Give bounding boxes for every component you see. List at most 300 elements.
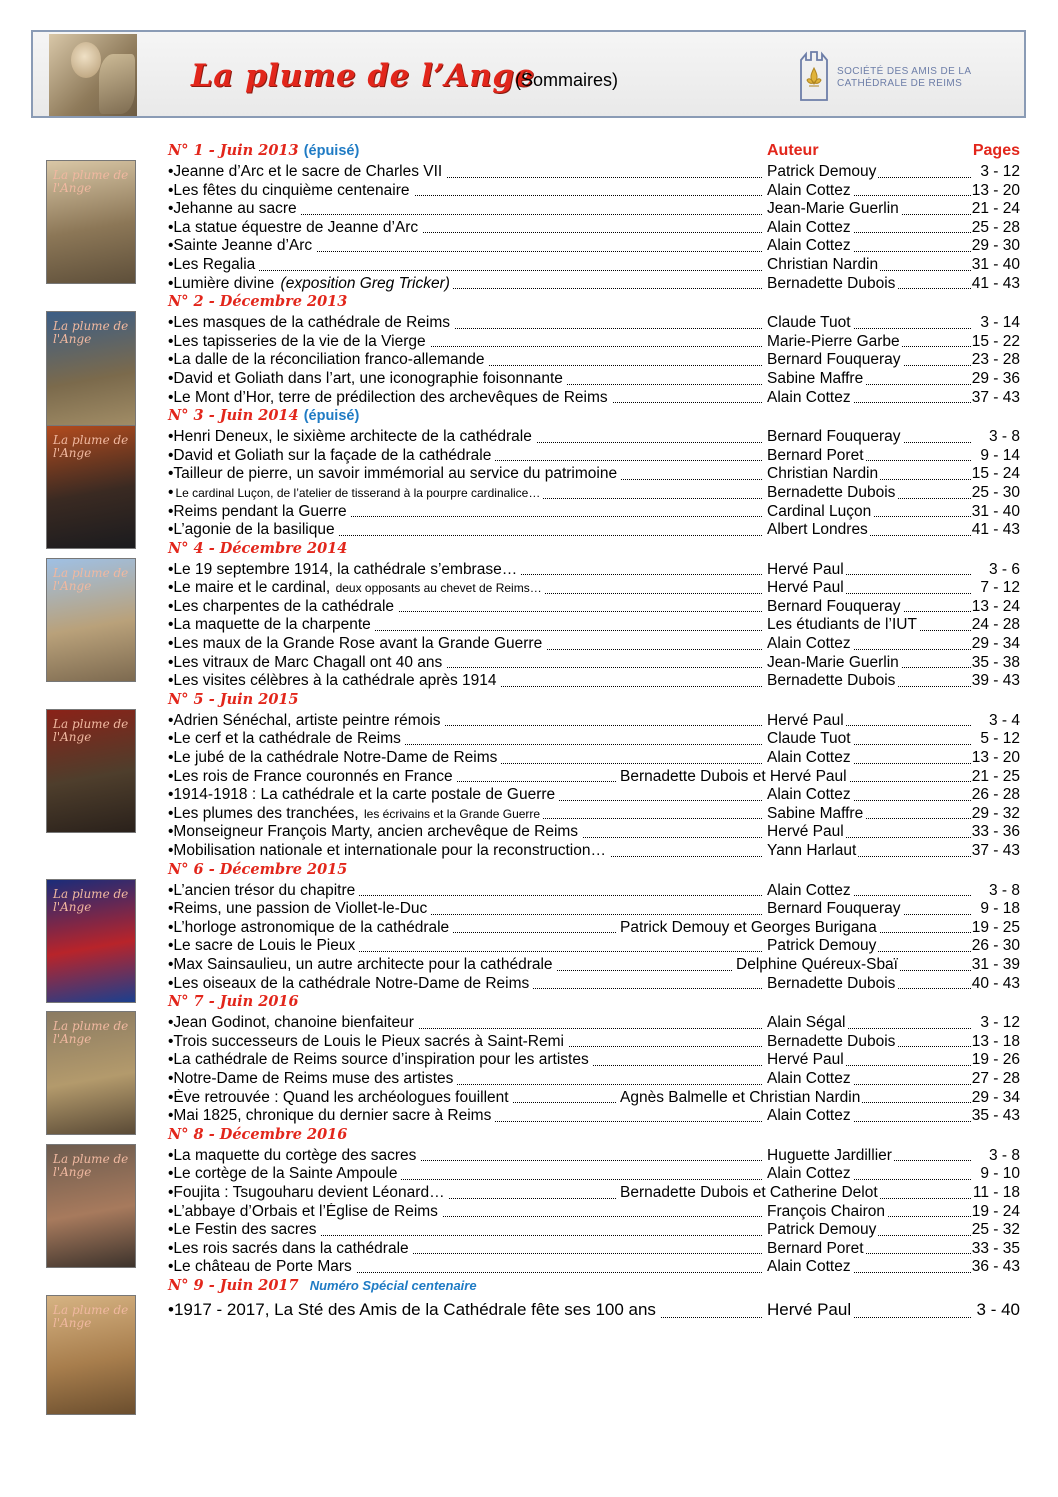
article-row	[168, 1014, 1020, 1033]
article-pages: 9 - 18	[980, 900, 1020, 918]
article-author-cell	[767, 484, 971, 503]
article-author-cell	[767, 1051, 971, 1070]
article-author-cell	[767, 975, 971, 994]
article-row	[168, 447, 1020, 466]
article-author: Bernard Fouqueray	[767, 597, 901, 615]
article-title-cell	[168, 389, 762, 408]
issue-header	[168, 540, 1020, 561]
article-pages: 15 - 22	[971, 332, 1020, 350]
article-author-cell	[767, 900, 971, 919]
article-pages: 25 - 30	[971, 483, 1020, 501]
article-pages: 40 - 43	[971, 974, 1020, 992]
article-author: Patrick Demouy et Georges Burigana	[620, 918, 877, 936]
article-author: Hervé Paul	[767, 711, 844, 729]
article-author-cell	[767, 749, 971, 768]
article-author-cell	[620, 919, 971, 938]
article-pages: 5 - 12	[980, 730, 1020, 748]
article-author-cell	[767, 182, 971, 201]
article-pages: 26 - 28	[971, 786, 1020, 804]
issue-title	[168, 993, 1020, 1010]
article-author-cell	[767, 823, 971, 842]
article-author-cell	[767, 200, 971, 219]
article-author-cell	[767, 333, 971, 352]
society-logo	[797, 46, 997, 108]
article-pages: 19 - 24	[971, 1202, 1020, 1220]
article-pages: 29 - 36	[971, 369, 1020, 387]
article-title-cell	[168, 1033, 762, 1052]
issue-title	[168, 540, 1020, 557]
article-author: Alain Cottez	[767, 1069, 851, 1087]
issue-header	[168, 861, 1020, 882]
article-author-cell	[767, 428, 971, 447]
article-author: Les étudiants de l’IUT	[767, 616, 917, 634]
article-title-cell	[168, 616, 762, 635]
article-row	[168, 370, 1020, 389]
article-author-cell	[620, 1184, 971, 1203]
issue-section	[168, 407, 1020, 540]
article-title: •Le cortège de la Sainte Ampoule	[168, 1165, 398, 1183]
article-author: Patrick Demouy	[767, 937, 877, 955]
article-row	[168, 465, 1020, 484]
article-row	[168, 786, 1020, 805]
article-pages: 23 - 28	[971, 351, 1020, 369]
article-row	[168, 1107, 1020, 1126]
article-author-cell	[767, 163, 971, 182]
article-pages: 39 - 43	[971, 672, 1020, 690]
article-title-cell	[168, 842, 762, 861]
issue-header	[168, 407, 1020, 428]
issue-section	[168, 691, 1020, 861]
article-author: Alain Cottez	[767, 1258, 851, 1276]
page-header	[31, 30, 1026, 118]
article-author: Alain Cottez	[767, 786, 851, 804]
article-row	[168, 275, 1020, 294]
article-author-cell	[620, 768, 971, 787]
article-title-cell	[168, 333, 762, 352]
article-pages: 7 - 12	[980, 579, 1020, 597]
article-row	[168, 256, 1020, 275]
article-author-cell	[767, 654, 971, 673]
issue-section	[168, 1126, 1020, 1277]
article-title: •Jehanne au sacre	[168, 200, 297, 218]
article-author: Hervé Paul	[767, 823, 844, 841]
article-title-cell	[168, 1147, 762, 1166]
article-title: •La statue équestre de Jeanne d’Arc	[168, 218, 419, 236]
article-author: Patrick Demouy	[767, 1221, 877, 1239]
column-header-author: Auteur	[767, 142, 819, 159]
article-pages: 13 - 20	[971, 749, 1020, 767]
article-title-cell	[168, 749, 762, 768]
article-title-cell	[168, 182, 762, 201]
article-row	[168, 1203, 1020, 1222]
article-author: Bernard Poret	[767, 446, 864, 464]
article-title-cell	[168, 428, 762, 447]
article-pages: 19 - 26	[971, 1051, 1020, 1069]
article-author-cell	[767, 672, 971, 691]
article-row	[168, 1298, 1020, 1322]
article-author: Bernard Fouqueray	[767, 428, 901, 446]
article-author: François Chairon	[767, 1202, 886, 1220]
article-pages: 31 - 40	[971, 255, 1020, 273]
article-pages: 13 - 24	[971, 597, 1020, 615]
article-author: Alain Cottez	[767, 1165, 851, 1183]
article-pages: 31 - 39	[971, 955, 1020, 973]
issue-cover-image	[46, 311, 136, 435]
article-pages: 37 - 43	[971, 842, 1020, 859]
article-author: Christian Nardin	[767, 255, 879, 273]
article-author: Patrick Demouy	[767, 163, 877, 180]
article-author-cell	[767, 635, 971, 654]
article-title: •La maquette du cortège des sacres	[168, 1146, 417, 1164]
article-title-cell	[168, 275, 762, 294]
article-author-cell	[767, 730, 971, 749]
article-row	[168, 1089, 1020, 1108]
article-row	[168, 1033, 1020, 1052]
article-title: •Henri Deneux, le sixième architecte de la cathédrale	[168, 428, 532, 446]
article-author: Hervé Paul	[767, 560, 844, 578]
article-pages: 29 - 30	[971, 237, 1020, 255]
article-pages: 21 - 24	[971, 200, 1020, 218]
article-author: Yann Harlaut	[767, 842, 857, 859]
article-title: •	[168, 483, 174, 501]
article-title-cell	[168, 1070, 762, 1089]
issue-cover-image	[46, 425, 136, 549]
article-author-cell	[767, 237, 971, 256]
article-row	[168, 654, 1020, 673]
article-title-cell	[168, 919, 616, 938]
cathedral-fleur-de-lis-icon	[797, 50, 831, 102]
article-row	[168, 503, 1020, 522]
article-title: •Les vitraux de Marc Chagall ont 40 ans	[168, 653, 443, 671]
article-author-cell	[767, 579, 971, 598]
article-title: •Reims pendant la Guerre	[168, 502, 347, 520]
article-row	[168, 333, 1020, 352]
article-title-cell	[168, 900, 762, 919]
article-title: •Mobilisation nationale et internationale pour la reconstruction…	[168, 842, 606, 859]
article-title-cell	[168, 484, 762, 503]
article-title: •La dalle de la réconciliation franco-allemande	[168, 351, 485, 369]
article-author: Bernadette Dubois	[767, 974, 896, 992]
article-pages: 3 - 12	[980, 1014, 1020, 1032]
issue-header	[168, 1277, 1020, 1298]
article-author: Hervé Paul	[767, 1051, 844, 1069]
article-title: •Max Sainsaulieu, un autre architecte pour la cathédrale	[168, 955, 553, 973]
article-title: •Le château de Porte Mars	[168, 1258, 352, 1276]
article-author: Alain Cottez	[767, 218, 851, 236]
article-row	[168, 237, 1020, 256]
article-author-cell	[767, 712, 971, 731]
article-author-cell	[767, 1240, 971, 1259]
article-title: •Le sacre de Louis le Pieux	[168, 937, 356, 955]
article-pages: 31 - 40	[971, 502, 1020, 520]
article-row	[168, 428, 1020, 447]
article-title: •L’ancien trésor du chapitre	[168, 881, 356, 899]
article-title-cell	[168, 975, 762, 994]
article-title-cell	[168, 1107, 762, 1126]
article-row	[168, 1240, 1020, 1259]
article-author: Alain Cottez	[767, 749, 851, 767]
article-title: •Monseigneur François Marty, ancien archevêque de Reims	[168, 823, 579, 841]
cover-title: La plume de l'Ange	[53, 716, 129, 744]
article-author: Bernard Poret	[767, 1239, 864, 1257]
article-author: Claude Tuot	[767, 314, 851, 332]
cover-title: La plume de l'Ange	[53, 433, 129, 461]
issue-cover-image	[46, 1295, 136, 1415]
article-author: Alain Ségal	[767, 1014, 846, 1032]
article-pages: 9 - 14	[980, 446, 1020, 464]
issue-note: Numéro Spécial centenaire	[309, 1277, 477, 1293]
article-title: •Le cerf et la cathédrale de Reims	[168, 730, 401, 748]
article-pages: 11 - 18	[972, 1183, 1020, 1201]
angel-statue-image	[49, 34, 137, 116]
article-row	[168, 200, 1020, 219]
column-header-pages: Pages	[972, 142, 1020, 159]
article-pages: 3 - 12	[980, 163, 1020, 180]
article-title-cell	[168, 672, 762, 691]
article-row	[168, 314, 1020, 333]
issue-number: N° 1 - Juin 2013	[168, 142, 299, 159]
article-author-cell	[767, 616, 971, 635]
cover-title: La plume de l'Ange	[53, 168, 129, 195]
article-author: Bernard Fouqueray	[767, 900, 901, 918]
article-title: •Les rois sacrés dans la cathédrale	[168, 1239, 409, 1257]
article-title: •Les oiseaux de la cathédrale Notre-Dame de Reims	[168, 974, 530, 992]
issue-title	[168, 1126, 1020, 1143]
issue-number: N° 3 - Juin 2014	[168, 407, 299, 425]
article-title-cell	[168, 823, 762, 842]
article-pages: 37 - 43	[971, 388, 1020, 406]
article-title-small: les écrivains et la Grande Guerre	[360, 806, 541, 821]
article-row	[168, 842, 1020, 861]
article-row	[168, 823, 1020, 842]
article-pages: 19 - 25	[971, 918, 1020, 936]
issue-cover-image	[46, 558, 136, 682]
article-row	[168, 219, 1020, 238]
article-author: Claude Tuot	[767, 730, 851, 748]
article-title-cell	[168, 521, 762, 540]
article-author-cell	[767, 598, 971, 617]
article-row	[168, 1258, 1020, 1277]
article-row	[168, 484, 1020, 503]
article-row	[168, 1184, 1020, 1203]
article-title-cell	[168, 237, 762, 256]
issue-number: N° 8 - Décembre 2016	[168, 1125, 348, 1143]
article-pages: 3 - 8	[988, 881, 1020, 899]
article-title-cell	[168, 1089, 616, 1108]
article-title: •Les charpentes de la cathédrale	[168, 597, 395, 615]
article-row	[168, 900, 1020, 919]
article-author: Delphine Quéreux-Sbaï	[736, 955, 898, 973]
article-pages: 3 - 8	[988, 1146, 1020, 1164]
issue-number: N° 4 - Décembre 2014	[168, 539, 348, 557]
article-pages: 29 - 32	[971, 804, 1020, 822]
article-title: •David et Goliath dans l’art, une iconographie foisonnante	[168, 369, 563, 387]
article-row	[168, 616, 1020, 635]
article-title: •La cathédrale de Reims source d’inspiration pour les artistes	[168, 1051, 589, 1069]
article-row	[168, 768, 1020, 787]
article-title-cell	[168, 956, 732, 975]
issue-title	[168, 861, 1020, 878]
article-title-small: deux opposants au chevet de Reims…	[332, 581, 542, 596]
article-row	[168, 351, 1020, 370]
page-title: La plume de l’Ange	[191, 58, 535, 94]
article-row	[168, 561, 1020, 580]
article-row	[168, 598, 1020, 617]
article-author-cell	[767, 503, 971, 522]
article-row	[168, 937, 1020, 956]
article-pages: 13 - 20	[971, 181, 1020, 199]
article-title-cell	[168, 370, 762, 389]
article-title-cell	[168, 314, 762, 333]
article-author: Hervé Paul	[767, 1299, 852, 1319]
article-title-italic: (exposition Greg Tricker)	[280, 274, 450, 292]
article-author-cell	[767, 561, 971, 580]
article-title-cell	[168, 1014, 762, 1033]
issue-title	[168, 407, 1020, 424]
article-author-cell	[767, 1258, 971, 1277]
article-row	[168, 919, 1020, 938]
article-row	[168, 749, 1020, 768]
article-author: Huguette Jardillier	[767, 1146, 892, 1164]
article-author-cell	[767, 351, 971, 370]
article-author: Bernard Fouqueray	[767, 351, 901, 369]
article-title-cell	[168, 503, 762, 522]
issue-cover-image	[46, 709, 136, 833]
article-title: •Les tapisseries de la vie de la Vierge	[168, 332, 426, 350]
issue-number: N° 7 - Juin 2016	[168, 993, 299, 1011]
article-title-cell	[168, 654, 762, 673]
article-pages: 35 - 38	[971, 653, 1020, 671]
article-author-cell	[767, 314, 971, 333]
issue-section	[168, 142, 1020, 293]
article-title: •Le maire et le cardinal,	[168, 579, 331, 597]
article-pages: 15 - 24	[971, 465, 1020, 483]
article-author: Sabine Maffre	[767, 804, 864, 822]
article-title: •Les maux de la Grande Rose avant la Grande Guerre	[168, 635, 543, 653]
article-author: Alain Cottez	[767, 1107, 851, 1125]
article-title-cell	[168, 200, 762, 219]
article-pages: 9 - 10	[980, 1165, 1020, 1183]
article-author-cell	[767, 1033, 971, 1052]
article-title: •Les masques de la cathédrale de Reims	[168, 314, 450, 332]
article-title: •Jean Godinot, chanoine bienfaiteur	[168, 1014, 414, 1032]
logo-line-2: CATHÉDRALE DE REIMS	[837, 78, 963, 89]
article-author-cell	[767, 370, 971, 389]
article-author-cell	[767, 219, 971, 238]
article-title: •L’horloge astronomique de la cathédrale	[168, 918, 450, 936]
article-title: •Tailleur de pierre, un savoir immémorial au service du patrimoine	[168, 465, 618, 483]
article-row	[168, 882, 1020, 901]
issue-title	[168, 1277, 1020, 1294]
article-author: Albert Londres	[767, 521, 868, 539]
article-title-cell	[168, 256, 762, 275]
issue-section	[168, 293, 1020, 407]
article-title: •Reims, une passion de Viollet-le-Duc	[168, 900, 428, 918]
article-title-cell	[168, 1298, 762, 1322]
article-author-cell	[767, 1165, 971, 1184]
article-pages: 13 - 18	[971, 1032, 1020, 1050]
article-author-cell	[736, 956, 971, 975]
article-title: •David et Goliath sur la façade de la cathédrale	[168, 446, 492, 464]
article-row	[168, 975, 1020, 994]
article-pages: 35 - 43	[971, 1107, 1020, 1125]
article-row	[168, 1070, 1020, 1089]
article-row	[168, 163, 1020, 182]
article-title: •Adrien Sénéchal, artiste peintre rémois	[168, 711, 441, 729]
issue-section	[168, 1277, 1020, 1322]
article-pages: 33 - 36	[971, 823, 1020, 841]
article-pages: 3 - 40	[976, 1299, 1020, 1319]
article-title-cell	[168, 882, 762, 901]
article-title-cell	[168, 768, 616, 787]
article-row	[168, 579, 1020, 598]
cover-title: La plume de l'Ange	[53, 1151, 129, 1179]
article-author: Alain Cottez	[767, 237, 851, 255]
logo-line-1: SOCIÉTÉ DES AMIS DE LA	[837, 66, 972, 77]
article-row	[168, 1051, 1020, 1070]
article-pages: 21 - 25	[971, 767, 1020, 785]
article-row	[168, 730, 1020, 749]
article-title: •Les rois de France couronnés en France	[168, 767, 453, 785]
article-author-cell	[767, 256, 971, 275]
article-title: •Le Mont d’Hor, terre de prédilection des archevêques de Reims	[168, 388, 608, 406]
article-row	[168, 1165, 1020, 1184]
issue-number: N° 2 - Décembre 2013	[168, 293, 348, 311]
article-title-cell	[168, 635, 762, 654]
article-title-cell	[168, 598, 762, 617]
article-author: Alain Cottez	[767, 388, 851, 406]
article-author-cell	[767, 805, 971, 824]
article-title-cell	[168, 465, 762, 484]
article-title: •La maquette de la charpente	[168, 616, 371, 634]
issue-section	[168, 861, 1020, 994]
article-pages: 26 - 30	[971, 937, 1020, 955]
article-author-cell	[767, 1107, 971, 1126]
cover-title: La plume de l'Ange	[53, 565, 129, 593]
article-pages: 36 - 43	[971, 1258, 1020, 1276]
article-author: Alain Cottez	[767, 181, 851, 199]
article-row	[168, 635, 1020, 654]
article-author: Agnès Balmelle et Christian Nardin	[620, 1088, 861, 1106]
article-author-cell	[767, 937, 971, 956]
page-subtitle: (Sommaires)	[515, 70, 619, 90]
article-title: •Foujita : Tsugouharu devient Léonard…	[168, 1183, 445, 1201]
issue-cover-image	[46, 1011, 136, 1135]
article-author: Bernadette Dubois	[767, 483, 896, 501]
issue-header	[168, 142, 1020, 163]
article-author: Cardinal Luçon	[767, 502, 872, 520]
article-author: Hervé Paul	[767, 579, 844, 597]
article-title: •Le jubé de la cathédrale Notre-Dame de Reims	[168, 749, 498, 767]
issue-title	[168, 142, 1020, 159]
issue-section	[168, 540, 1020, 691]
article-title-cell	[168, 163, 762, 182]
article-title: •Notre-Dame de Reims muse des artistes	[168, 1069, 454, 1087]
article-title-small: Le cardinal Luçon, de l’atelier de tisserand à la pourpre cardinalice…	[175, 485, 541, 500]
article-author: Bernadette Dubois	[767, 672, 896, 690]
article-author-cell	[767, 1203, 971, 1222]
article-title: •Les visites célèbres à la cathédrale après 1914	[168, 672, 497, 690]
article-author-cell	[767, 842, 971, 861]
article-author-cell	[767, 1070, 971, 1089]
cover-title: La plume de l'Ange	[53, 886, 129, 914]
article-title-cell	[168, 712, 762, 731]
article-pages: 24 - 28	[971, 616, 1020, 634]
article-title-cell	[168, 1165, 762, 1184]
article-title: •Les plumes des tranchées,	[168, 804, 359, 822]
article-title-cell	[168, 1203, 762, 1222]
article-title: •Mai 1825, chronique du dernier sacre à Reims	[168, 1107, 492, 1125]
